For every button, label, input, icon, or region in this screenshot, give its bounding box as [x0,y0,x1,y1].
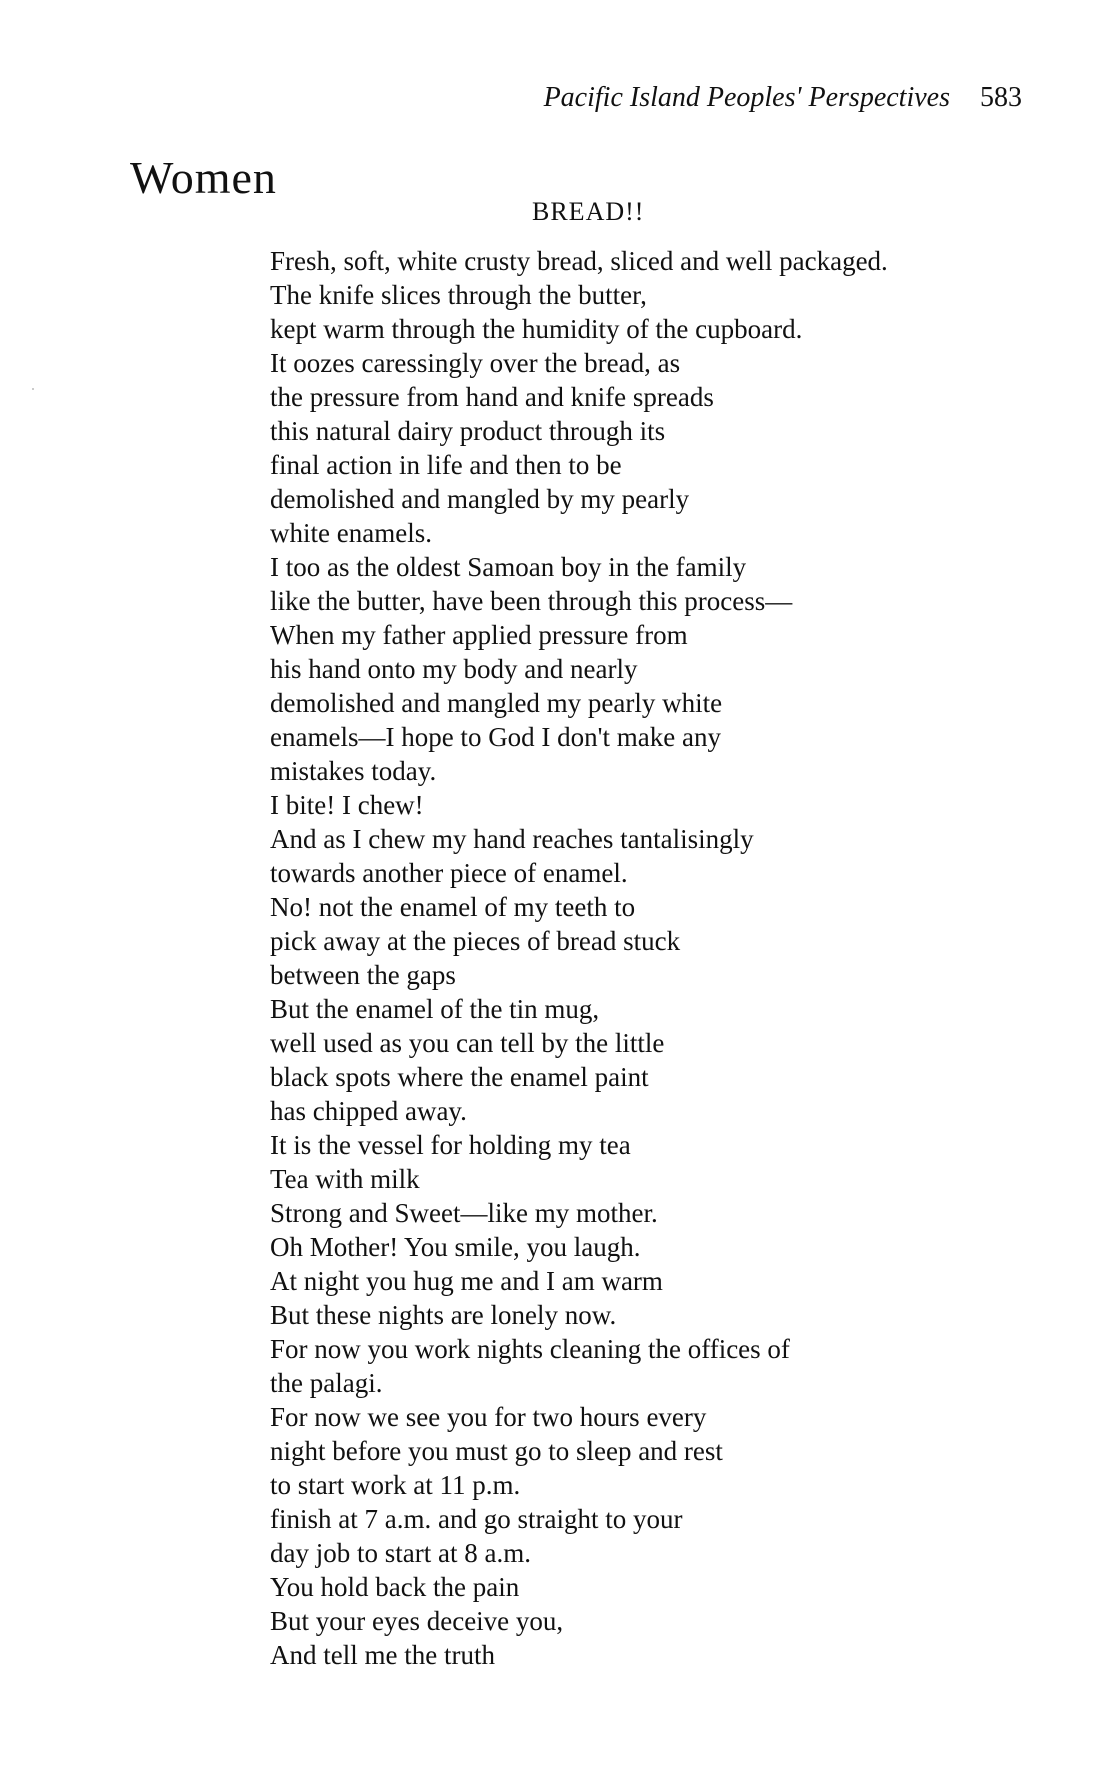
poem-line: towards another piece of enamel. [270,858,628,888]
poem-line: Oh Mother! You smile, you laugh. [270,1232,641,1262]
poem-body [270,244,888,1672]
poem-line: It oozes caressingly over the bread, as [270,348,681,378]
poem-line: Strong and Sweet—like my mother. [270,1198,658,1228]
poem-line: like the butter, have been through this process— [270,586,793,616]
poem-line: Fresh, soft, white crusty bread, sliced and well packaged. [270,246,888,276]
poem-line: kept warm through the humidity of the cupboard. [270,314,803,344]
poem-line: At night you hug me and I am warm [270,1266,663,1296]
running-header-title: Pacific Island Peoples' Perspectives [543,82,950,113]
poem-line: day job to start at 8 a.m. [270,1538,531,1568]
poem-line: The knife slices through the butter, [270,280,647,310]
poem-line: It is the vessel for holding my tea [270,1130,631,1160]
running-header [544,82,1022,114]
poem-line: the pressure from hand and knife spreads [270,382,714,412]
poem-line: black spots where the enamel paint [270,1062,649,1092]
poem-line: the palagi. [270,1368,383,1398]
poem-line: But the enamel of the tin mug, [270,994,600,1024]
poem-line: to start work at 11 p.m. [270,1470,521,1500]
poem-line: I bite! I chew! [270,790,424,820]
poem-line: But these nights are lonely now. [270,1300,617,1330]
poem-title: BREAD!! [532,197,645,226]
poem-line: When my father applied pressure from [270,620,688,650]
poem-line: For now we see you for two hours every [270,1402,707,1432]
scan-speck [32,388,34,390]
poem-line: this natural dairy product through its [270,416,666,446]
poem-line: I too as the oldest Samoan boy in the family [270,552,747,582]
section-title: Women [130,152,277,203]
poem-line: has chipped away. [270,1096,467,1126]
page-number: 583 [980,82,1022,113]
poem-line: night before you must go to sleep and rest [270,1436,723,1466]
poem-line: mistakes today. [270,756,437,786]
poem-line: final action in life and then to be [270,450,622,480]
poem-line: But your eyes deceive you, [270,1606,564,1636]
poem-line: his hand onto my body and nearly [270,654,638,684]
poem-line: No! not the enamel of my teeth to [270,892,636,922]
poem-line: white enamels. [270,518,432,548]
poem-line: pick away at the pieces of bread stuck [270,926,681,956]
poem-line: For now you work nights cleaning the offices of [270,1334,790,1364]
poem-line: demolished and mangled my pearly white [270,688,723,718]
poem-line: Tea with milk [270,1164,420,1194]
poem-line: finish at 7 a.m. and go straight to your [270,1504,683,1534]
poem-line: enamels—I hope to God I don't make any [270,722,721,752]
poem-line: between the gaps [270,960,456,990]
poem-line: well used as you can tell by the little [270,1028,665,1058]
poem-line: And tell me the truth [270,1640,495,1670]
poem-line: demolished and mangled by my pearly [270,484,690,514]
poem-line: And as I chew my hand reaches tantalisingly [270,824,754,854]
poem-line: You hold back the pain [270,1572,520,1602]
